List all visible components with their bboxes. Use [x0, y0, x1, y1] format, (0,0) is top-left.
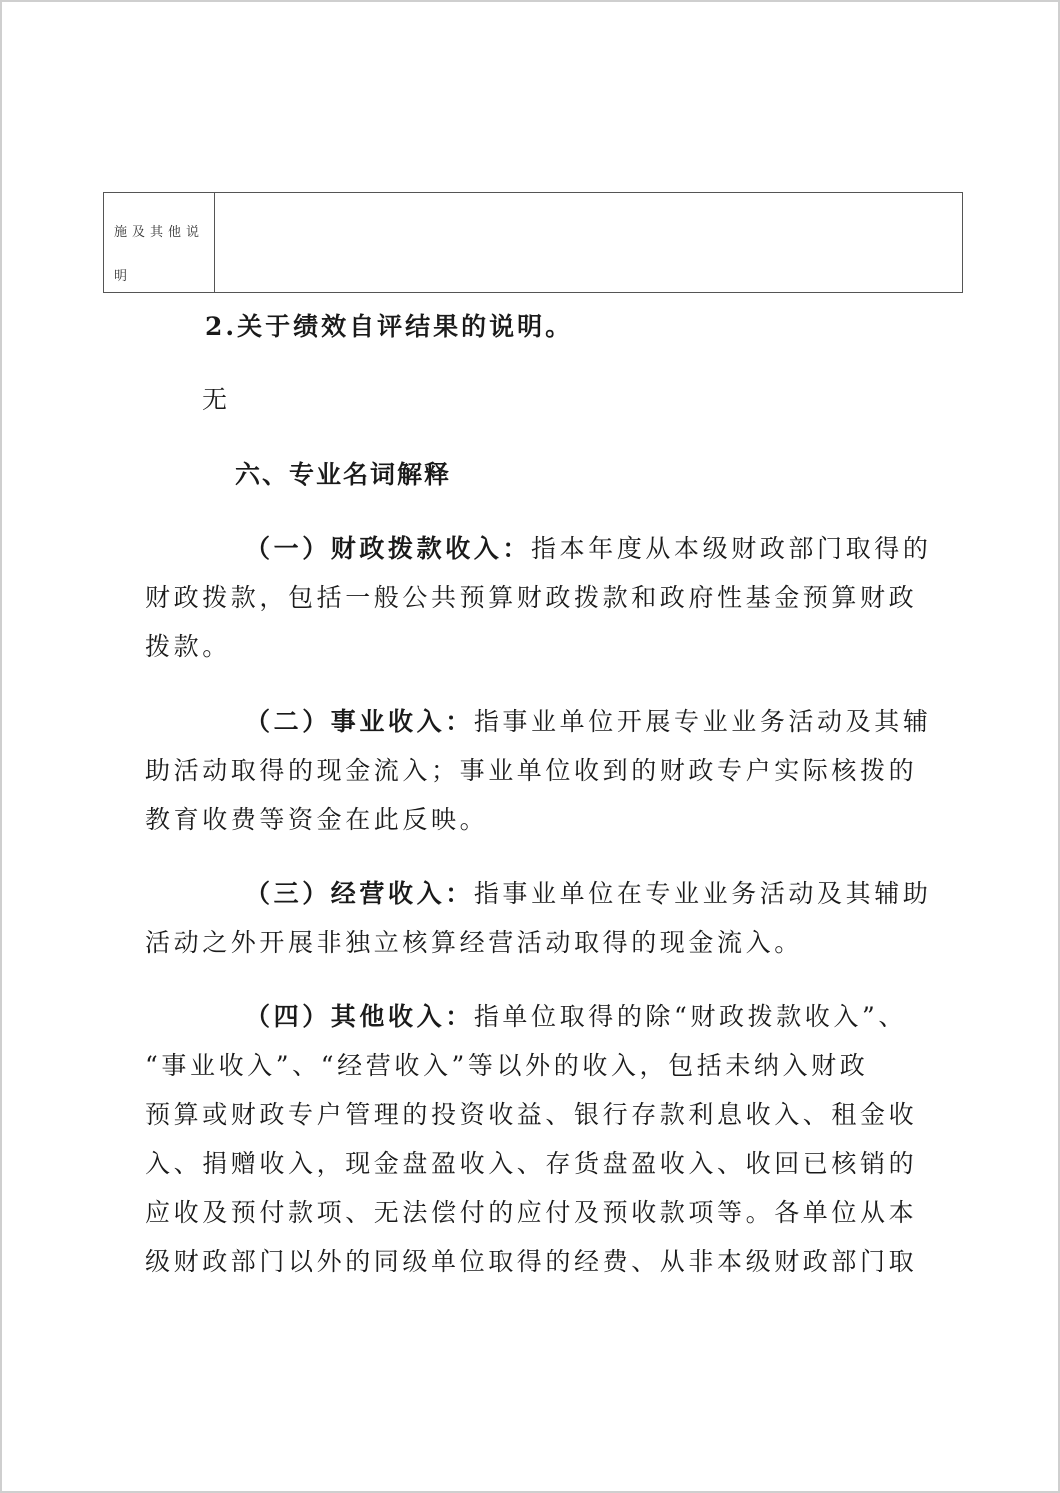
definition-text: 指单位取得的除“财政拨款收入”、: [473, 1002, 907, 1031]
definition-text: 指本年度从本级财政部门取得的: [531, 534, 932, 563]
definition-item-4-line-4: 入、捐赠收入，现金盘盈收入、存货盘盈收入、收回已核销的: [145, 1149, 918, 1178]
definition-item-1-line-3: 拨款。: [145, 632, 231, 661]
definition-text: 指事业单位开展专业业务活动及其辅: [473, 707, 932, 736]
table-value-cell: [215, 193, 962, 292]
definition-item-1-line-1: [245, 529, 931, 565]
definition-item-4-line-3: 预算或财政专户管理的投资收益、银行存款利息收入、租金收: [145, 1100, 918, 1129]
definition-item-3-line-2: 活动之外开展非独立核算经营活动取得的现金流入。: [145, 928, 803, 957]
definition-item-2-line-1: [245, 702, 931, 738]
definition-text: 指事业单位在专业业务活动及其辅助: [473, 879, 932, 908]
definition-term: （四）其他收入：: [245, 1002, 474, 1031]
definition-item-4-line-1: [245, 997, 907, 1033]
definition-item-1-line-2: 财政拨款，包括一般公共预算财政拨款和政府性基金预算财政: [145, 583, 918, 612]
definition-term: （三）经营收入：: [245, 879, 474, 908]
definition-item-3-line-1: [245, 874, 931, 910]
definition-item-4-line-6: 级财政部门以外的同级单位取得的经费、从非本级财政部门取: [145, 1247, 918, 1276]
definition-item-2-line-2: 助活动取得的现金流入；事业单位收到的财政专户实际核拨的: [145, 756, 918, 785]
definition-term: （一）财政拨款收入：: [245, 534, 532, 563]
table-label-cell: 施及其他说明: [104, 193, 215, 292]
section-5-2-body: 无: [202, 385, 231, 414]
definition-item-2-line-3: 教育收费等资金在此反映。: [145, 805, 489, 834]
table-fragment: [103, 192, 963, 293]
definition-item-4-line-2: “事业收入”、“经营收入”等以外的收入，包括未纳入财政: [145, 1051, 869, 1080]
definition-item-4-line-5: 应收及预付款项、无法偿付的应付及预收款项等。各单位从本: [145, 1198, 918, 1227]
section-heading-5-2: 2.关于绩效自评结果的说明。: [205, 312, 574, 341]
section-heading-6: 六、专业名词解释: [235, 460, 452, 489]
definition-term: （二）事业收入：: [245, 707, 474, 736]
